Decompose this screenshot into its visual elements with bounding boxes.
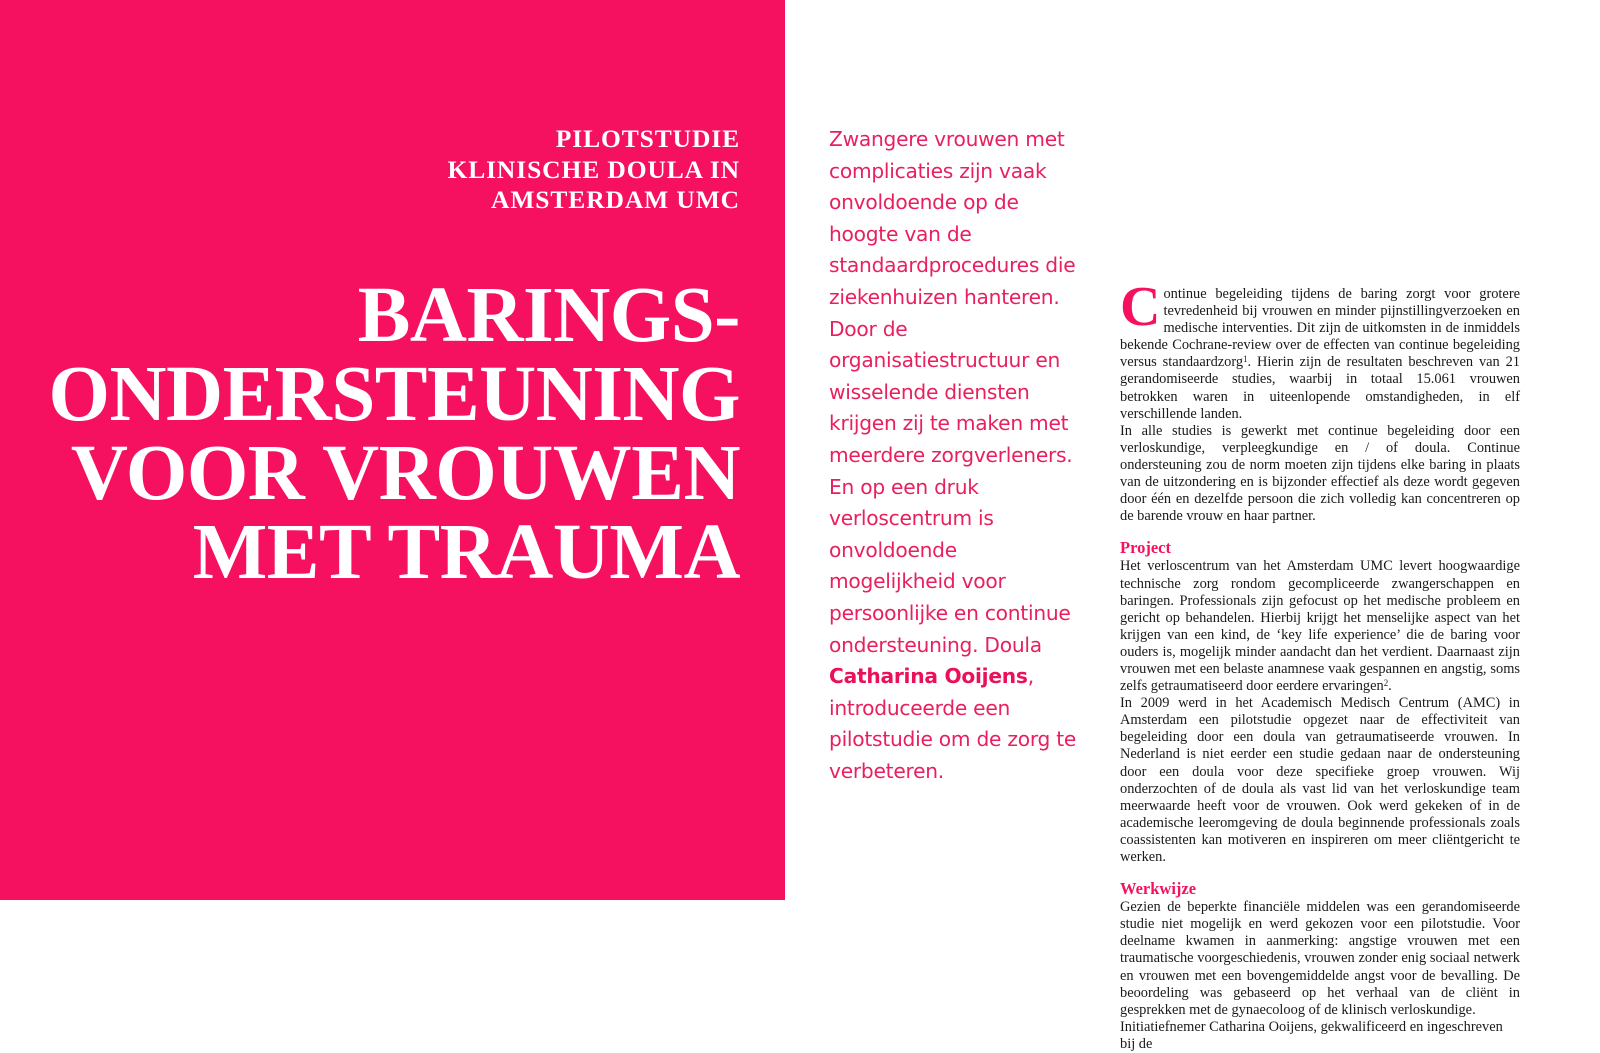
footnote-marker-2: 2: [1383, 678, 1389, 689]
headline-line-3: VOOR VROUWEN: [70, 430, 740, 517]
hero-panel: [0, 0, 785, 900]
intro-text: ontinue begeleiding tijdens de baring zorgt voor grotere tevredenheid bij vrouwen en minder pijnstillingverzoeken en medische interventies. Dit zijn de uitkomsten in de inmiddels bekende Cochrane-review over de effecten van continue begeleiding versus standaardzorg: [1120, 286, 1520, 371]
lead-doula-name: Catharina Ooijens: [829, 664, 1028, 689]
kicker-line-3: AMSTERDAM UMC: [491, 185, 740, 214]
headline-line-2: ONDERSTEUNING: [48, 351, 740, 438]
lead-text-part-2: , introduceerde een pilotstudie om de zorg te verbeteren.: [829, 664, 1077, 783]
section-heading-werkwijze: Werkwijze: [1120, 879, 1197, 899]
body-paragraph-2: In alle studies is gewerkt met continue begeleiding door een verloskundige, verpleegkundige en / of doula. Continue ondersteuning zou de norm moeten zijn tijdens elke baring in plaats van de uitzondering en is bijzonder effectief als deze wordt gegeven door één en dezelfde persoon die zich volledig kan concentreren op de barende vrouw en haar partner.: [1120, 422, 1520, 525]
article-lead: [829, 124, 1081, 787]
body-paragraph-intro: [1120, 276, 1520, 423]
article-headline: [20, 272, 740, 596]
drop-cap-letter: C: [1120, 276, 1161, 338]
kicker-line-2: KLINISCHE DOULA IN: [447, 154, 740, 184]
article-kicker: [40, 124, 740, 216]
body-paragraph-werkwijze-2: Initiatiefnemer Catharina Ooijens, gekwalificeerd en ingeschreven bij de: [1120, 1018, 1503, 1052]
body-paragraph-project-2: In 2009 werd in het Academisch Medisch Centrum (AMC) in Amsterdam een pilotstudie opgezet naar de effectiviteit van begeleiding door een doula van getraumatiseerde vrouwen. In Nederland is niet eerder een studie gedaan naar de ondersteuning door een doula voor deze specifieke groep vrouwen. Wij onderzochten of de doula als vast lid van het verloskundige team meerwaarde heeft voor de vrouwen. Ook werd gekeken of in de academische leeromgeving de doula beginnende professionals zoals coassistenten kan motiveren en inspireren om meer cliëntgericht te werken.: [1120, 695, 1520, 865]
intro-text-tail: . Hierin zijn de resultaten beschreven van 21 gerandomiseerde studies, waarbij in totaal 15.061 vrouwen betrokken waren in uiteenlopende omstandigheden, in elf verschillende landen.: [1120, 354, 1520, 422]
body-paragraph-werkwijze-1: Gezien de beperkte financiële middelen was een gerandomiseerde studie niet mogelijk en werd gekozen voor een pilotstudie. Voor deelname kwamen in aanmerking: angstige vrouwen met een traumatische voorgeschiedenis, vrouwen zonder enig sociaal netwerk en vrouwen met een bovengemiddelde angst voor de bevalling. De beoordeling was gebaseerd op het verhaal van de cliënt in gesprekken met de gynaecoloog of de klinisch verloskundige.: [1120, 899, 1520, 1018]
project-text-1: Het verloscentrum van het Amsterdam UMC levert hoogwaardige technische zorg rondom gecompliceerde zwangerschappen en baringen. Professionals zijn gefocust op het medische probleem en gericht op behandelen. Hierbij krijgt het menselijke aspect van het krijgen van een kind, de ‘key life experience’ die de baring voor ouders is, mogelijk minder aandacht dan het verdient. Daarnaast zijn vrouwen met een belaste anamnese vaak gespannen en angstig, soms zelfs getraumatiseerd door eerdere ervaringen: [1120, 558, 1520, 695]
section-heading-project: Project: [1120, 538, 1171, 558]
kicker-line-1: PILOTSTUDIE: [555, 124, 740, 153]
project-text-1-tail: .: [1388, 678, 1392, 695]
footnote-marker-1: 1: [1243, 354, 1248, 365]
body-paragraph-project-1: [1120, 558, 1520, 695]
headline-line-4: MET TRAUMA: [192, 509, 740, 596]
lead-text-part-1: Zwangere vrouwen met complicaties zijn vaak onvoldoende op de hoogte van de standaardprocedures die ziekenhuizen hanteren. Door de organisatiestructuur en wisselende diensten krijgen zij te maken met meerdere zorgverleners. En op een druk verloscentrum is onvoldoende mogelijkheid voor persoonlijke en continue ondersteuning. Doula: [829, 127, 1076, 657]
headline-line-1: BARINGS-: [357, 272, 740, 359]
article-body-column: [1120, 276, 1520, 1052]
